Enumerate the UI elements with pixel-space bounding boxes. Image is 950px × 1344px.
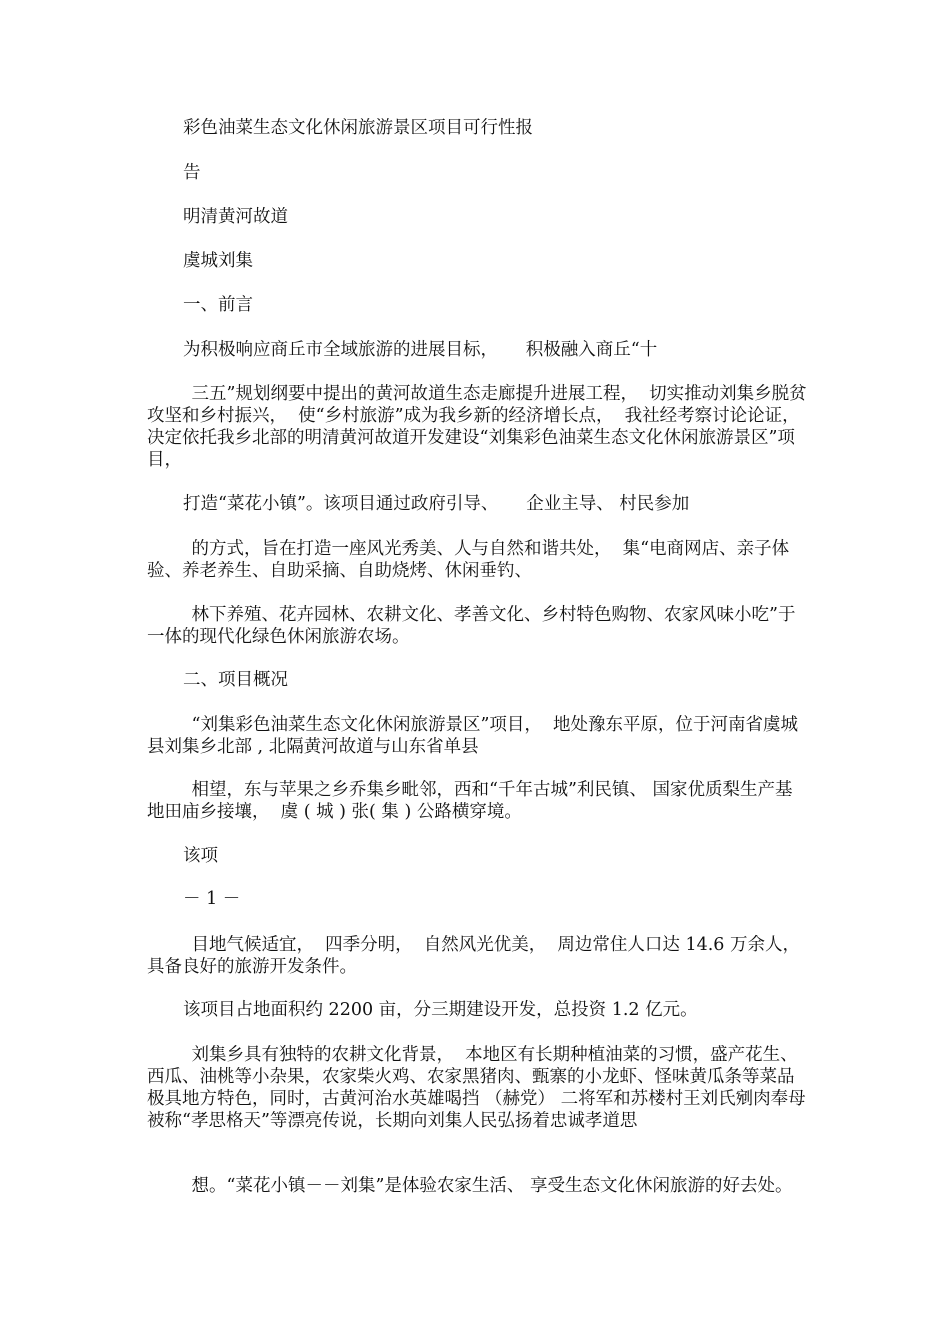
title-line-2: 告 <box>183 163 201 183</box>
section-heading-overview: 二、项目概况 <box>183 670 288 690</box>
page-number: － 1 － <box>183 889 241 909</box>
paragraph-6: “刘集彩色油菜生态文化休闲旅游景区”项目， 地处豫东平原，位于河南省虞城县刘集乡北部 , 北隔黄河故道与山东省单县 <box>147 715 799 757</box>
subtitle-location-2: 虞城刘集 <box>183 251 253 271</box>
paragraph-5: 林下养殖、花卉园林、农耕文化、孝善文化、乡村特色购物、农家风味小吃”于一体的现代化绿色休闲旅游农场。 <box>147 605 796 647</box>
paragraph-2: 三五”规划纲要中提出的黄河故道生态走廊提升进展工程， 切实推动刘集乡脱贫攻坚和乡村振兴， 使“乡村旅游”成为我乡新的经济增长点， 我社经考察讨论论证， 决定依托我乡北部的明清黄河故道开发建设“刘集彩色油菜生态文化休闲旅游景区”项目， <box>147 384 811 470</box>
paragraph-1: 为积极响应商丘市全域旅游的进展目标， 积极融入商丘“十 <box>183 340 658 360</box>
paragraph-3: 打造“菜花小镇”。该项目通过政府引导、 企业主导、 村民参加 <box>183 494 690 514</box>
subtitle-location-1: 明清黄河故道 <box>183 207 288 227</box>
title-line-1: 彩色油菜生态文化休闲旅游景区项目可行性报 <box>183 118 533 138</box>
section-heading-foreword: 一、前言 <box>183 295 253 315</box>
paragraph-8: 该项 <box>183 846 218 866</box>
paragraph-12: 想。“菜花小镇－－刘集”是体验农家生活、 享受生态文化休闲旅游的好去处。 <box>147 1176 793 1196</box>
paragraph-9: 目地气候适宜， 四季分明， 自然风光优美， 周边常住人口达 14.6 万余人， 具备良好的旅游开发条件。 <box>147 935 812 977</box>
paragraph-11: 刘集乡具有独特的农耕文化背景， 本地区有长期种植油菜的习惯，盛产花生、西瓜、油桃等小杂果，农家柴火鸡、农家黑猪肉、甄寨的小龙虾、怪味黄瓜条等菜品极具地方特色，同时，古黄河治水英雄喝挡 （赫党） 二将军和苏楼村王刘氏剜肉奉母被称“孝思格天”等漂亮传说，长期向刘集人民弘扬着忠诚孝道思 <box>147 1045 806 1131</box>
paragraph-4: 的方式，旨在打造一座风光秀美、人与自然和谐共处， 集“电商网店、亲子体验、养老养生、自助采摘、自助烧烤、休闲垂钓、 <box>147 539 790 581</box>
paragraph-10: 该项目占地面积约 2200 亩，分三期建设开发，总投资 1.2 亿元。 <box>183 1000 698 1020</box>
paragraph-7: 相望，东与苹果之乡乔集乡毗邻，西和“千年古城”利民镇、 国家优质梨生产基地田庙乡接壤， 虞 ( 城 ) 张( 集 ) 公路横穿境。 <box>147 780 793 822</box>
